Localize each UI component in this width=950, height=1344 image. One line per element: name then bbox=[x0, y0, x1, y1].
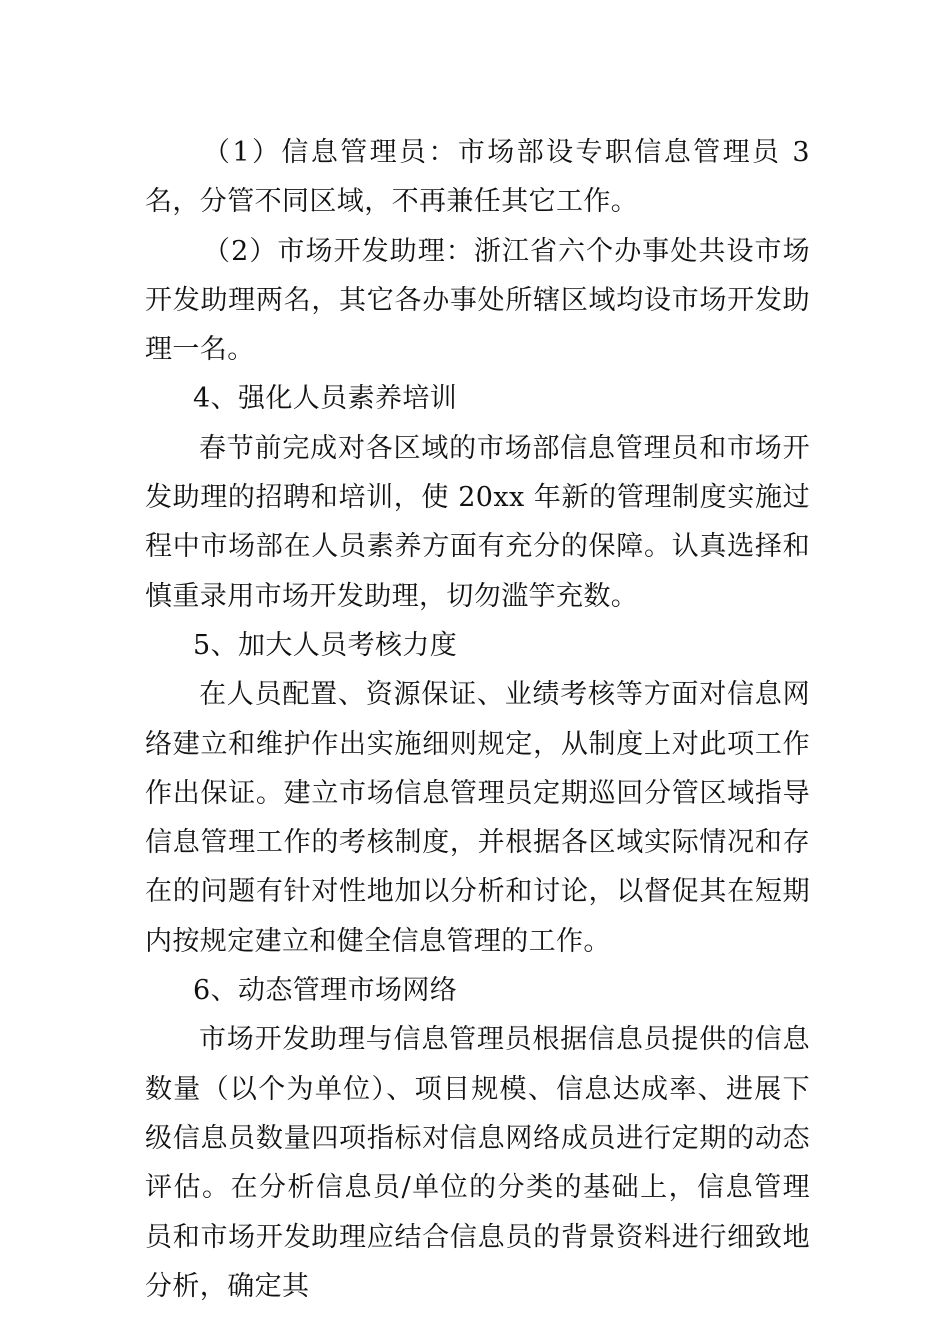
section-heading-5: 5、加大人员考核力度 bbox=[193, 629, 458, 661]
section-heading-4: 4、强化人员素养培训 bbox=[193, 383, 458, 415]
paragraph-training: 春节前完成对各区域的市场部信息管理员和市场开发助理的招聘和培训，使 20xx 年新的管理制度实施过程中市场部在人员素养方面有充分的保障。认真选择和慎重录用市场开发助理，切勿滥竽充数。 bbox=[145, 432, 810, 612]
paragraph-dynamic-management: 市场开发助理与信息管理员根据信息员提供的信息数量（以个为单位）、项目规模、信息达成率、进展下级信息员数量四项指标对信息网络成员进行定期的动态评估。在分析信息员/单位的分类的基础上，信息管理员和市场开发助理应结合信息员的背景资料进行细致地分析，确定其 bbox=[145, 1024, 810, 1302]
section-heading-6: 6、动态管理市场网络 bbox=[193, 975, 458, 1007]
document-body bbox=[145, 128, 810, 1311]
paragraph-assessment: 在人员配置、资源保证、业绩考核等方面对信息网络建立和维护作出实施细则规定，从制度上对此项工作作出保证。建立市场信息管理员定期巡回分管区域指导信息管理工作的考核制度，并根据各区域实际情况和存在的问题有针对性地加以分析和讨论，以督促其在短期内按规定建立和健全信息管理的工作。 bbox=[145, 679, 810, 957]
paragraph-info-manager: （1）信息管理员：市场部设专职信息管理员 3 名，分管不同区域，不再兼任其它工作。 bbox=[145, 137, 810, 218]
paragraph-market-assistant: （2）市场开发助理：浙江省六个办事处共设市场开发助理两名，其它各办事处所辖区域均设市场开发助理一名。 bbox=[145, 235, 810, 366]
